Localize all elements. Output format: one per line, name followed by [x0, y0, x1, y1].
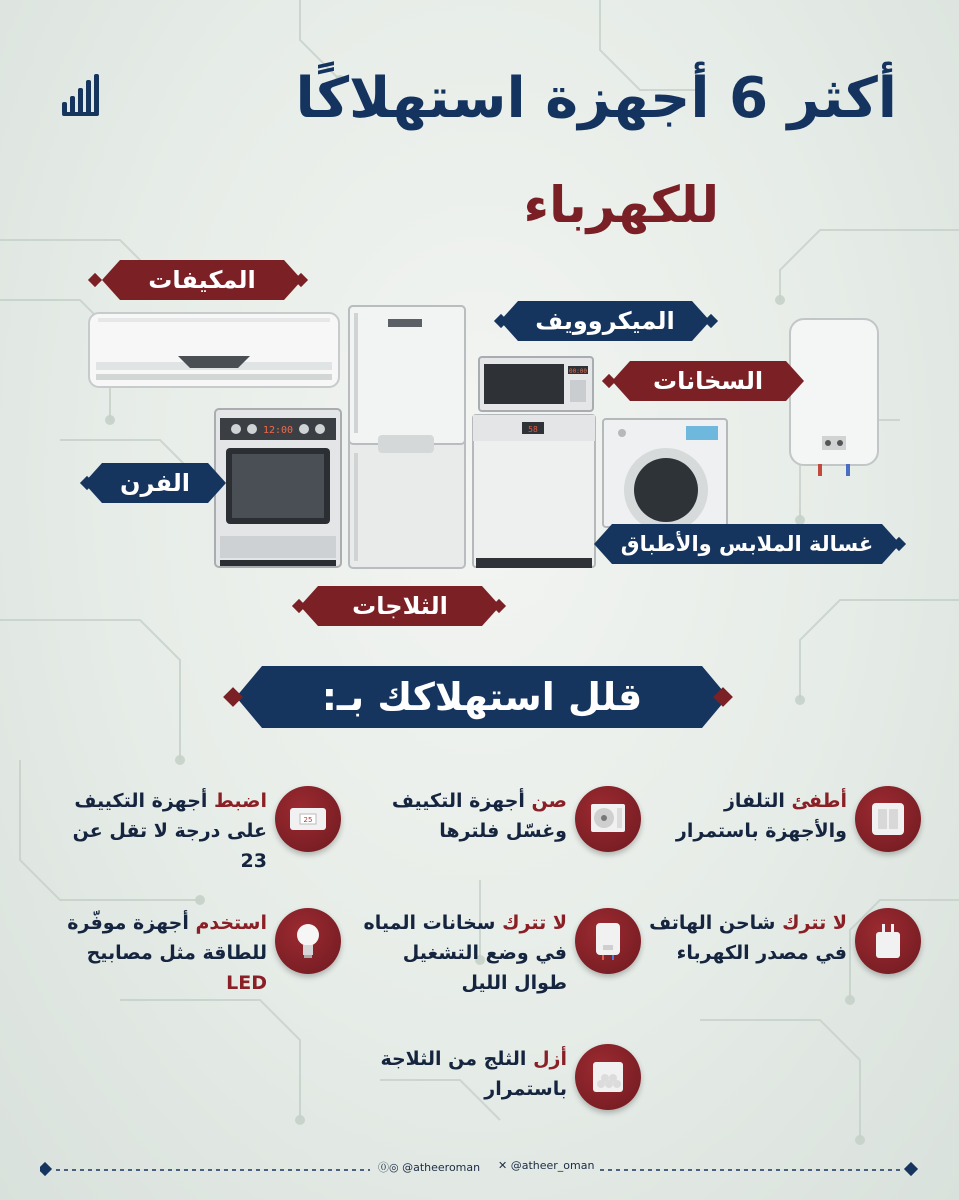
microwave-clock: 00:00	[568, 368, 588, 375]
label-oven: الفرن	[102, 463, 208, 503]
reduce-heading: قلل استهلاكك بـ:	[262, 666, 702, 728]
tip-text: أطفئ التلفاز والأجهزة باستمرار	[675, 790, 847, 842]
light-switch-icon	[855, 786, 921, 852]
label-water-heaters: السخانات	[630, 361, 786, 401]
light-bulb-icon	[275, 908, 341, 974]
tip-text: صن أجهزة التكييف وغسّل فلترها	[391, 790, 567, 842]
tip-text: استخدم أجهزة موفّرة للطاقة مثل مصابيح LED	[67, 912, 267, 994]
tip-text: أزل الثلج من الثلاجة باستمرار	[380, 1048, 567, 1100]
label-refrigerators: الثلاجات	[318, 586, 482, 626]
label-air-conditioners: المكيفات	[120, 260, 284, 300]
tip-water-heaters	[356, 908, 641, 1008]
air-conditioner-image	[88, 312, 340, 390]
oven-image	[214, 408, 342, 570]
label-washing-machines: غسالة الملابس والأطباق	[612, 524, 882, 564]
tip-text: لا تترك سخانات المياه في وضع التشغيل طوال الليل	[363, 912, 567, 994]
brand-logo	[60, 72, 102, 118]
tip-set-ac-temperature	[56, 786, 341, 886]
social-handle-left[interactable]: ⓪◎ @atheeroman	[378, 1161, 481, 1174]
dishwasher-image	[472, 414, 596, 570]
tip-energy-saving	[56, 908, 341, 1008]
main-subtitle: للكهرباء	[523, 176, 719, 234]
ac-temperature-icon	[275, 786, 341, 852]
tip-defrost-fridge	[356, 1044, 641, 1144]
washing-machine-image	[602, 418, 728, 528]
tip-text: اضبط أجهزة التكييف على درجة لا تقل عن 23	[72, 790, 267, 872]
water-heater-icon	[575, 908, 641, 974]
social-handle-right[interactable]: ✕ @atheer_oman	[498, 1159, 595, 1172]
freezer-ice-icon	[575, 1044, 641, 1110]
tip-text: لا تترك شاحن الهاتف في مصدر الكهرباء	[649, 912, 847, 964]
label-microwave: الميكروويف	[518, 301, 692, 341]
tip-turn-off-tv	[636, 786, 921, 886]
phone-charger-icon	[855, 908, 921, 974]
tip-maintain-ac	[356, 786, 641, 886]
tip-phone-charger	[636, 908, 921, 1008]
dishwasher-display: 58	[528, 425, 538, 434]
oven-clock: 12:00	[262, 425, 294, 436]
ac-outdoor-unit-icon	[575, 786, 641, 852]
microwave-image	[478, 356, 594, 412]
refrigerator-image	[348, 305, 466, 571]
main-title: أكثر 6 أجهزة استهلاكًا	[295, 66, 897, 131]
svg-text:25: 25	[303, 816, 313, 824]
